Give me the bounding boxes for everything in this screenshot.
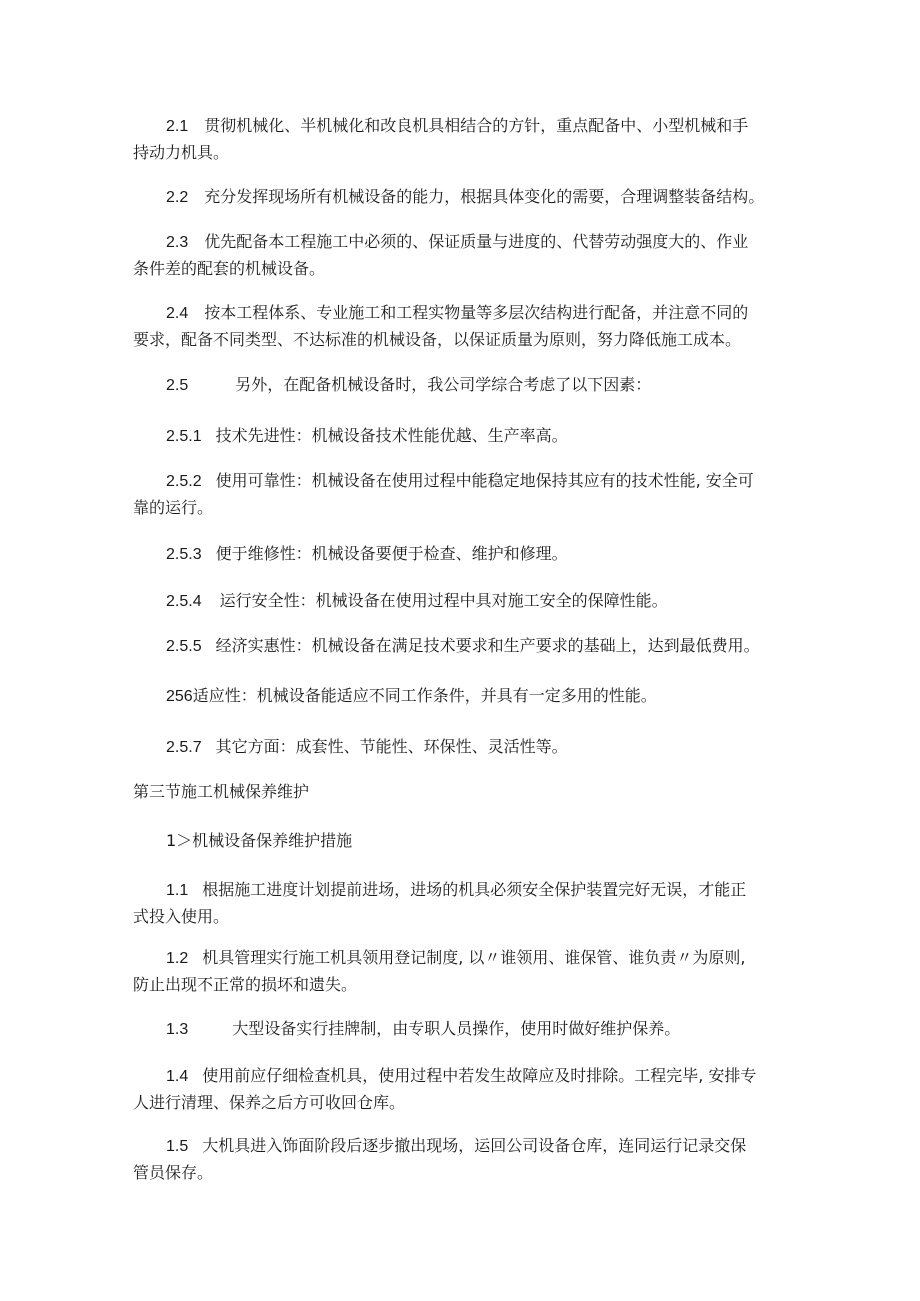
paragraph-2-3 [133,228,748,256]
paragraph-text: 大机具进入饰面阶段后逐步撤出现场，运回公司设备仓库，连同运行记录交保 [202,1136,747,1155]
paragraph-1-2 [133,944,746,972]
paragraph-2-5-2-continued [133,494,213,521]
paragraph-text: 根据施工进度计划提前进场，进场的机具必须安全保护装置完好无误，才能正 [202,880,747,899]
paragraph-number: 2.5.3 [166,546,202,563]
paragraph-number: 256 [166,688,193,705]
paragraph-text: 贯彻机械化、半机械化和改良机具相结合的方针，重点配备中、小型机械和手 [204,116,749,135]
paragraph-text: 要求，配备不同类型、不达标准的机械设备，以保证质量为原则，努力降低施工成本。 [133,330,742,349]
paragraph-1-1 [133,876,746,904]
paragraph-1-1-continued [133,903,229,930]
paragraph-number: 1.2 [166,950,189,967]
paragraph-2-1 [133,112,748,140]
paragraph-1-5-continued [133,1159,213,1186]
paragraph-number: 2.5.7 [166,739,202,756]
paragraph-number: 2.3 [166,234,189,251]
paragraph-text: 便于维修性：机械设备要便于检查、维护和修理。 [215,544,568,563]
paragraph-text: 大型设备实行挂牌制，由专职人员操作，使用时做好维护保养。 [232,1019,681,1038]
paragraph-text: 使用前应仔细检查机具，使用过程中若发生故障应及时排除。工程完毕, 安排专 [202,1066,757,1085]
section-title: 第三节施工机械保养维护 [133,782,310,801]
paragraph-text: 管员保存。 [133,1163,214,1182]
paragraph-text: 经济实惠性：机械设备在满足技术要求和生产要求的基础上，达到最低费用。 [215,636,760,655]
paragraph-text: 技术先进性：机械设备技术性能优越、生产率高。 [215,426,568,445]
paragraph-number: 2.5 [166,377,189,394]
paragraph-text: 使用可靠性：机械设备在使用过程中能稳定地保持其应有的技术性能, 安全可 [215,471,754,490]
paragraph-number: 2.5.4 [166,593,202,610]
paragraph-text: 人进行清理、保养之后方可收回仓库。 [133,1093,406,1112]
paragraph-2-5 [133,371,651,399]
paragraph-number: 2.5.1 [166,428,202,445]
paragraph-text: 运行安全性：机械设备在使用过程中具对施工安全的保障性能。 [219,591,668,610]
paragraph-text: 持动力机具。 [133,143,230,162]
paragraph-2-5-4 [133,587,668,615]
paragraph-2-3-continued [133,255,325,282]
paragraph-number: 1.4 [166,1068,189,1085]
paragraph-text: 机具管理实行施工机具领用登记制度, 以〃谁领用、谁保管、谁负责〃为原则, [202,948,746,967]
paragraph-1-4 [133,1062,756,1090]
paragraph-text: 靠的运行。 [133,498,214,517]
paragraph-2-5-7 [133,733,568,761]
paragraph-2-2 [133,183,764,211]
paragraph-1-4-continued [133,1089,405,1116]
paragraph-2-1-continued [133,139,229,166]
paragraph-text: 式投入使用。 [133,907,230,926]
paragraph-text: 另外，在配备机械设备时，我公司学综合考虑了以下因素： [235,375,652,394]
paragraph-text: 按本工程体系、专业施工和工程实物量等多层次结构进行配备，并注意不同的 [204,303,749,322]
paragraph-number: 2.4 [166,305,189,322]
paragraph-2-4 [133,299,748,327]
paragraph-number: 1.5 [166,1138,189,1155]
paragraph-2-4-continued [133,326,741,353]
paragraph-number: 2.2 [166,189,189,206]
paragraph-number: 2.5.2 [166,473,202,490]
paragraph-1-5 [133,1132,746,1160]
subsection-title: 1＞机械设备保养维护措施 [166,831,353,850]
paragraph-text: 充分发挥现场所有机械设备的能力，根据具体变化的需要，合理调整装备结构。 [204,187,765,206]
paragraph-1-2-continued [133,971,357,998]
paragraph-text: 适应性：机械设备能适应不同工作条件，并具有一定多用的性能。 [192,686,657,705]
paragraph-number: 2.5.5 [166,638,202,655]
paragraph-1-3 [133,1015,680,1043]
paragraph-text: 优先配备本工程施工中必须的、保证质量与进度的、代替劳动强度大的、作业 [204,232,749,251]
paragraph-number: 2.1 [166,118,189,135]
paragraph-text: 条件差的配套的机械设备。 [133,259,326,278]
paragraph-2-5-5 [133,632,760,660]
paragraph-2-5-3 [133,540,568,568]
paragraph-2-5-6 [133,682,657,710]
paragraph-2-5-2 [133,467,754,495]
paragraph-text: 防止出现不正常的损坏和遗失。 [133,975,358,994]
paragraph-number: 1.1 [166,882,189,899]
paragraph-number: 1.3 [166,1021,189,1038]
paragraph-2-5-1 [133,422,568,450]
paragraph-text: 其它方面：成套性、节能性、环保性、灵活性等。 [215,737,568,756]
